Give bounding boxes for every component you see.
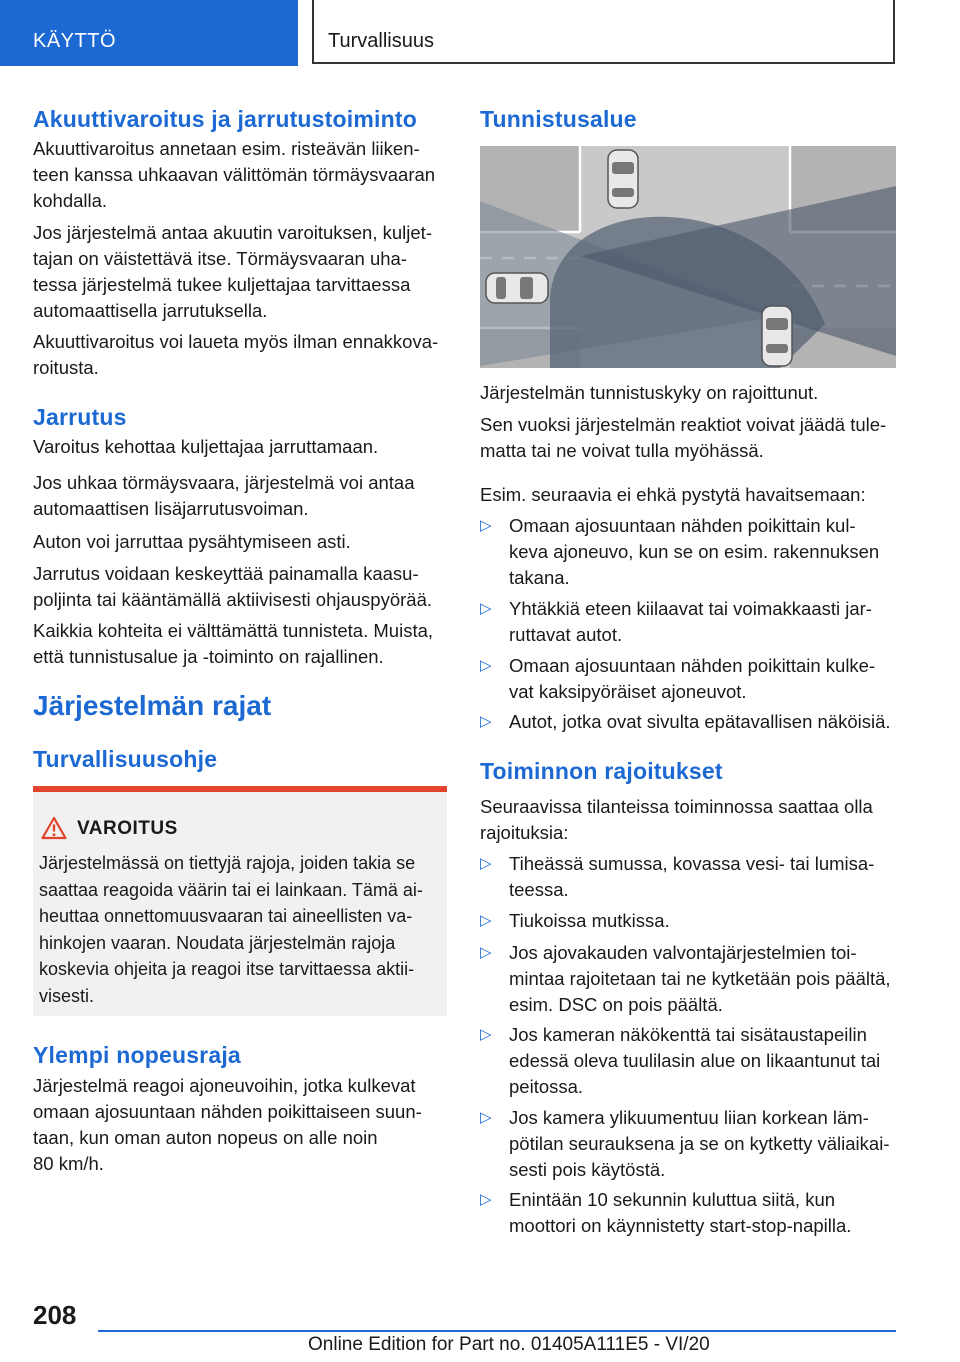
paragraph: Kaikkia kohteita ei välttämättä tunnisteta. Muista, että tunnistusalue ja -toiminto on rajallinen.	[33, 620, 434, 667]
warning-text: Järjestelmässä on tiettyjä rajoja, joiden takia se saattaa reagoida väärin tai ei lainkaan. Tämä ai- heuttaa onnettomuusvaaran tai aineellisten va- hinkojen vaaran. Noudata järjestelmän rajoja koskevia ohjeita ja reagoi itse tarvittaessa aktii- visesti.	[39, 853, 423, 1006]
warning-title: VAROITUS	[77, 818, 178, 839]
header-chapter-title: Turvallisuus	[312, 0, 895, 64]
paragraph: Jarrutus voidaan keskeyttää painamalla kaasu- poljinta tai kääntämällä aktiivisesti ohjauspyörää.	[33, 563, 432, 610]
header-section-tab: KÄYTTÖ	[0, 0, 298, 66]
footer-divider	[98, 1330, 896, 1332]
paragraph: Jos järjestelmä antaa akuutin varoituksen, kuljet- tajan on väistettävä itse. Törmäysvaaran uha- tessa järjestelmä tukee kuljettajaa tarvittaessa automaattisella jarrutuksella.	[33, 222, 432, 321]
warning-triangle-icon	[41, 816, 67, 840]
heading-tunnistusalue: Tunnistusalue	[480, 106, 637, 132]
triangle-right-icon: ▷	[480, 944, 492, 961]
list-item-text: Autot, jotka ovat sivulta epätavallisen näköisiä.	[509, 711, 891, 732]
paragraph: Auton voi jarruttaa pysähtymiseen asti.	[33, 531, 351, 552]
heading-jarjestelman-rajat: Järjestelmän rajat	[33, 690, 272, 721]
heading-jarrutus: Jarrutus	[33, 404, 127, 430]
list-item-text: Tiheässä sumussa, kovassa vesi- tai lumisa- teessa.	[509, 853, 875, 900]
heading-akuuttivaroitus: Akuuttivaroitus ja jarrutustoiminto	[33, 106, 417, 132]
paragraph: Järjestelmän tunnistuskyky on rajoittunut.	[480, 382, 819, 403]
list-item-text: Omaan ajosuuntaan nähden poikittain kulke- vat kaksipyöräiset ajoneuvot.	[509, 655, 876, 702]
list-item-text: Jos ajovakauden valvontajärjestelmien toi- mintaa rajoitetaan tai ne kytketään pois päältä, esim. DSC on pois päältä.	[509, 942, 891, 1015]
list-item-text: Enintään 10 sekunnin kuluttua siitä, kun moottori on käynnistetty start-stop-napilla.	[509, 1189, 852, 1236]
paragraph: Varoitus kehottaa kuljettajaa jarruttamaan.	[33, 436, 379, 457]
detection-area-illustration	[480, 146, 896, 368]
triangle-right-icon: ▷	[480, 855, 492, 872]
warning-box	[33, 786, 447, 1016]
paragraph: Sen vuoksi järjestelmän reaktiot voivat jäädä tule- matta tai ne voivat tulla myöhässä.	[480, 414, 887, 461]
list-item-text: Yhtäkkiä eteen kiilaavat tai voimakkaasti jar- ruttavat autot.	[509, 598, 872, 645]
list-item-text: Tiukoissa mutkissa.	[509, 910, 670, 931]
paragraph: Akuuttivaroitus annetaan esim. risteävän liiken- teen kanssa uhkaavan välittömän törmäysvaaran kohdalla.	[33, 138, 436, 211]
paragraph: Esim. seuraavia ei ehkä pystytä havaitsemaan:	[480, 484, 866, 505]
triangle-right-icon: ▷	[480, 713, 492, 730]
triangle-right-icon: ▷	[480, 517, 492, 534]
detection-area-diagram	[480, 146, 896, 368]
heading-toiminnon-rajoitukset: Toiminnon rajoitukset	[480, 758, 723, 784]
paragraph: Jos uhkaa törmäysvaara, järjestelmä voi antaa automaattisen lisäjarrutusvoiman.	[33, 472, 415, 519]
heading-turvallisuusohje: Turvallisuusohje	[33, 746, 218, 772]
triangle-right-icon: ▷	[480, 600, 492, 617]
list-item-text: Jos kamera ylikuumentuu liian korkean läm- pötilan seurauksena ja se on kytketty väliaikai- sesti pois käytöstä.	[509, 1107, 890, 1180]
page-number: 208	[33, 1300, 77, 1330]
triangle-right-icon: ▷	[480, 657, 492, 674]
list-item-text: Omaan ajosuuntaan nähden poikittain kul- keva ajoneuvo, kun se on esim. rakennuksen takana.	[509, 515, 880, 588]
triangle-right-icon: ▷	[480, 912, 492, 929]
list-item-text: Jos kameran näkökenttä tai sisätaustapeilin edessä oleva tuulilasin alue on likaantunut tai peitossa.	[509, 1024, 881, 1097]
triangle-right-icon: ▷	[480, 1026, 492, 1043]
heading-ylempi-nopeusraja: Ylempi nopeusraja	[33, 1042, 241, 1068]
triangle-right-icon: ▷	[480, 1191, 492, 1208]
triangle-right-icon: ▷	[480, 1109, 492, 1126]
paragraph: Akuuttivaroitus voi laueta myös ilman ennakkova- roitusta.	[33, 331, 439, 378]
footer-edition: Online Edition for Part no. 01405A111E5 - VI/20	[308, 1334, 710, 1355]
paragraph: Seuraavissa tilanteissa toiminnossa saattaa olla rajoituksia:	[480, 796, 873, 843]
paragraph: Järjestelmä reagoi ajoneuvoihin, jotka kulkevat omaan ajosuuntaan nähden poikittaiseen suun- taan, kun oman auton nopeus on alle noin 80 km/h.	[33, 1075, 422, 1174]
